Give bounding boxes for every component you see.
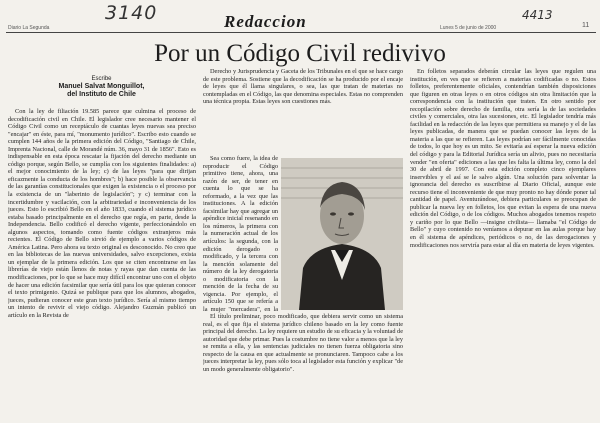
column-2-top-text: Derecho y Jurisprudencia y Gaceta de los Tribunales en el que se hace cargo de este problema. Sostiene que la decodificación se ha producido por el encaje de leyes que él llama singulares, o sea, las que tratan de materias no contempladas en el Código, las que denomina especiales. Estas no comprenden una técnica propia. Estas leyes son cuestiones más. — [203, 68, 403, 106]
article-column-3 — [410, 68, 596, 420]
author-name: Manuel Salvat Monguillot, — [58, 83, 145, 90]
source-label: Diario La Segunda — [8, 25, 50, 31]
article-headline: Por un Código Civil redivivo — [154, 40, 446, 67]
page-number: 11 — [582, 22, 590, 29]
column-3-text: En folletos separados deberán circular las leyes que regulen una institución, en ves que se refieren a materias codificadas o no. Estos folletos, preferentemente oficiales, contendrían también disposiciones que figuren en otras leyes o en otros códigos sin otra limitación que la correspondencia con la institución que traten. En otro sentido por recopilación sobre derecho de familia, otra sería la de las sociedades civiles y comerciales, otra las sucesiones, etc. El legislador tendría más facilidad en la redacción de las leyes que permitiera su manejo y el de las leyes publicadas, de manera que se puedan conocer las leyes de la materia a las que se refieren. Las leyes podrían ser fácilmente conocidas de todos, lo que hoy es un mito. Se evitaría así esperar la nueva edición del código y para la Editorial Jurídica sería un alivio, pues no necesitaría vender "en oferta" ediciones a las que les falta la última ley, como la del 30 de abril de 1997. Con esta edición completo cinco ejemplares inservibles y el así se le salvo algún. Una solución para solventar la ignorancia del derecho es suscribirse al Diario Oficial, aunque este recurso tiene el inconveniente de que muy pronto no hay dónde poner tal cantidad de papel. Aventurándose, debiera particulares se preocupan de publicar la nueva ley en folletos, los que evitan la espera de una nueva edición del Código, o de los códigos. Muchos abogados tenemos respeto y cariño por lo que Bello —insigne civilista— llamaba "el Código de Bello" y cuyo contenido no veníamos a depurar en las aulas porque hay en él sistema de apéndices, periódicos o no, de las derogaciones y modificaciones nos serviría para estar al día en materia de leyes vigentes. — [410, 68, 596, 249]
author-affiliation: del Instituto de Chile — [67, 91, 136, 98]
handwritten-code-left: 3140 — [105, 2, 158, 24]
byline-prefix: Escribe — [91, 76, 112, 82]
article-column-2-top — [203, 68, 403, 154]
section-title: Redaccion — [224, 12, 307, 31]
article-column-1 — [8, 108, 196, 420]
article-column-2-bottom — [203, 313, 403, 420]
header-rule — [6, 32, 596, 33]
column-1-text: Con la ley de filiación 19.585 parece que culmina el proceso de decodificación civil en Chile. El legislador cree necesario mantener el Código Civil como un receptáculo de cuantas leyes nuevas sea preciso "encajar" en éste, para mí, "monumento jurídico". Escribo esto cuando se cumplen 144 años de la primera edición del Código, "Santiago de Chile, Imprenta Nacional, calle de Morandé núm. 36, mayo 31 de 1856". Esto es indispensable en esta época rescatar la fijación del derecho mediante un código porque, según Bello, se cumplía con los siguientes finalidades: a) el mejor conocimiento de la ley; c) de las leyes "para que dirijan eficazmente la conducta de los hombres"; b) hace posible la observancia de las garantías constitucionales que exigen la existencia o el proceso por la existencia de un "laberinto de legislación"; y c) terminar con la incertidumbre y vacilación, con la arbitrariedad e inconveniencia de los jueces. Esto lo escribió Bello en el año 1833, cuando el sistema jurídico estaba basado principalmente en el derecho que regía, en parte, desde la Independencia. Bello codificó el derecho vigente, perfeccionándolo en algunos aspectos, tomando como fuente códigos extranjeros más recientes. El Código de Bello sirvió de ejemplo a varios códigos de América Latina. Pero ahora su texto original es desconocido. No creo que en las bibliotecas de las nuevas universidades, salvo excepciones, exista un ejemplar de la primera edición. Los que se citen encontrarse en las librerías de viejo están llenos de notas y rayas que dan cuenta de las modificaciones, por lo que se hace muy difícil encontrar uno con el objeto de hacer una edición facsimilar que sería útil para los que quieran conocer el texto primigenio. Quizá se publique para que los alumnos, abogados, jueces, pudieran conocer este gran texto jurídico. Sería al mismo tiempo un intento de revivir el viejo código. Alejandro Guzmán publicó un artículo en la Revista de — [8, 108, 196, 319]
handwritten-code-right: 4413 — [522, 8, 553, 22]
column-2-narrow-text: Sea como fuere, la idea de reproducir el Código primitivo tiene, ahora, una razón de ser, de tener en cuenta lo que se ha reformado, a la vez que las instituciones. A la edición facsimilar hay que agregar un apéndice inicial resenando en los números, la primera con la numeración actual de los artículos: la segunda, con la edición derogado o modificado, y la tercera con la mención solamente del número de la ley derogatoria o modificatoria con la mención de la fecha de su vigencia. Por ejemplo, el artículo 150 que se refería a la mujer "mercadera", en la — [203, 155, 278, 313]
date-label: Lunes 5 de junio de 2000 — [440, 25, 497, 31]
portrait-engraving — [281, 158, 403, 310]
byline — [14, 75, 189, 99]
column-2-bottom-text: El título preliminar, poco modificado, que debiera servir como un sistema real, es el que fija el sistema jurídico chileno basado en la ley como fuente principal del derecho. La ley requiere un estudio de su eficacia y la voluntad de autoridad que debe primar. Pues la costumbre no tiene valor a menos que la ley se remita a ella, y las sentencias judiciales no tienen fuerza obligatoria sino respecto de la causa en que actualmente se pronunciaren. Tampoco cabe a los jueces interpretar la ley, pues sólo toca al legislador esta función y explicar "de un modo generalmente obligatorio". — [203, 313, 403, 373]
article-column-2-narrow — [203, 155, 278, 313]
